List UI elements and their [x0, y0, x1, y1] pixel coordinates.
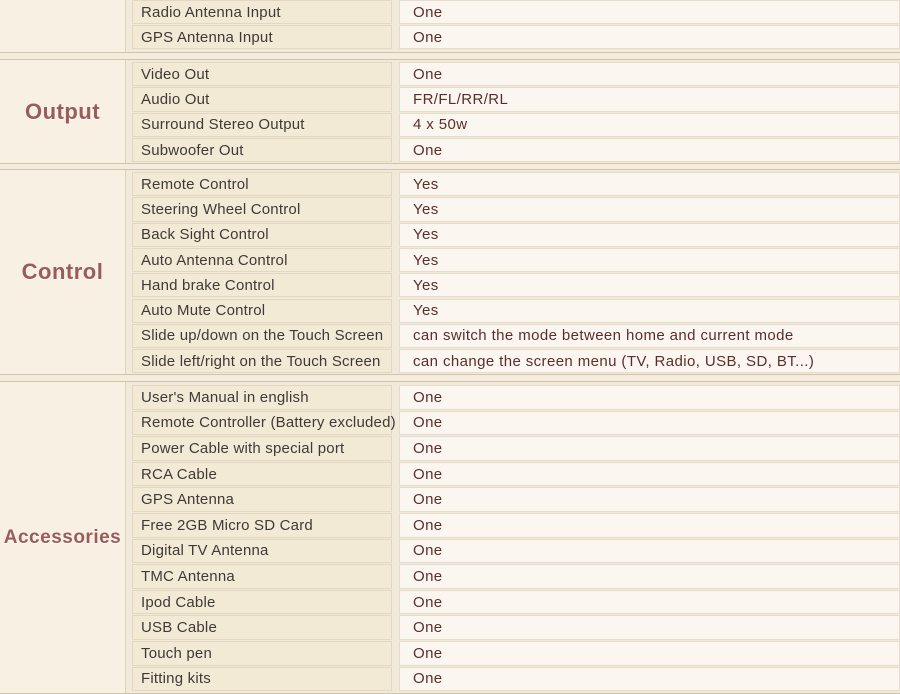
spec-value-cell [399, 299, 900, 323]
spec-value: One [413, 593, 443, 611]
table-row [0, 324, 900, 349]
spec-label-cell [132, 25, 392, 49]
spec-label-cell [132, 667, 392, 692]
spec-label: Hand brake Control [141, 276, 275, 294]
spec-value: 4 x 50w [413, 116, 468, 134]
spec-value: One [413, 141, 443, 159]
spec-value-cell [399, 324, 900, 348]
spec-value: can switch the mode between home and current mode [413, 327, 794, 345]
spec-label-cell [132, 487, 392, 512]
spec-value-cell [399, 487, 900, 512]
spec-value-cell [399, 349, 900, 373]
spec-value: One [413, 516, 443, 534]
spec-label-cell [132, 113, 392, 137]
table-row [0, 248, 900, 273]
spec-value-cell [399, 411, 900, 436]
spec-label-cell [132, 385, 392, 410]
spec-value: FR/FL/RR/RL [413, 90, 509, 108]
spec-value: Yes [413, 276, 439, 294]
table-row [0, 667, 900, 693]
table-row [0, 436, 900, 462]
category-label: Accessories [3, 526, 122, 548]
spec-value-cell [399, 385, 900, 410]
spec-label: Back Sight Control [141, 226, 269, 244]
section-input [0, 0, 900, 53]
table-row [0, 462, 900, 488]
spec-label-cell [132, 62, 392, 86]
table-row [0, 615, 900, 641]
spec-label: Radio Antenna Input [141, 3, 281, 21]
table-row [0, 197, 900, 222]
spec-label: Touch pen [141, 644, 213, 662]
spec-label-cell [132, 641, 392, 666]
spec-label: TMC Antenna [141, 567, 235, 585]
spec-label: Subwoofer Out [141, 141, 244, 159]
spec-value-cell [399, 0, 900, 24]
spec-label-cell [132, 590, 392, 615]
spec-value-cell [399, 25, 900, 49]
table-row [0, 411, 900, 437]
spec-value: Yes [413, 251, 439, 269]
spec-value-cell [399, 513, 900, 538]
spec-label: Digital TV Antenna [141, 542, 269, 560]
spec-label-cell [132, 411, 396, 436]
spec-value: Yes [413, 302, 439, 320]
spec-value-cell [399, 462, 900, 487]
spec-label-cell [132, 513, 392, 538]
spec-value: One [413, 619, 443, 637]
spec-value: One [413, 567, 443, 585]
spec-value-cell [399, 590, 900, 615]
spec-label-cell [132, 299, 392, 323]
spec-label-cell [132, 349, 392, 373]
table-row [0, 513, 900, 539]
spec-label: Surround Stereo Output [141, 116, 305, 134]
spec-value-cell [399, 248, 900, 272]
spec-value-cell [399, 223, 900, 247]
spec-value-cell [399, 113, 900, 137]
spec-label: Auto Antenna Control [141, 251, 288, 269]
spec-value: One [413, 670, 443, 688]
spec-label-cell [132, 539, 392, 564]
spec-value: One [413, 644, 443, 662]
spec-value: Yes [413, 200, 439, 218]
spec-value-cell [399, 62, 900, 86]
spec-label: Slide left/right on the Touch Screen [141, 352, 381, 370]
spec-value-cell [399, 564, 900, 589]
spec-value-cell [399, 539, 900, 564]
spec-value: One [413, 491, 443, 509]
spec-label-cell [132, 138, 392, 162]
table-row [0, 62, 900, 87]
spec-value-cell [399, 138, 900, 162]
spec-value: One [413, 439, 443, 457]
spec-label: User's Manual in english [141, 388, 309, 406]
spec-label: Audio Out [141, 90, 210, 108]
spec-value: Yes [413, 175, 439, 193]
spec-label: Auto Mute Control [141, 302, 266, 320]
spec-value: One [413, 65, 443, 83]
spec-value: One [413, 28, 443, 46]
spec-label-cell [132, 223, 392, 247]
spec-label-cell [132, 462, 392, 487]
spec-label-cell [132, 564, 392, 589]
spec-label-cell [132, 197, 392, 221]
table-row [0, 641, 900, 667]
table-row [0, 172, 900, 197]
table-row [0, 87, 900, 112]
table-row [0, 564, 900, 590]
section-output [0, 59, 900, 164]
spec-value: One [413, 388, 443, 406]
table-row [0, 487, 900, 513]
spec-label: RCA Cable [141, 465, 218, 483]
spec-label-cell [132, 87, 392, 111]
category-label: Output [24, 98, 101, 124]
spec-value: One [413, 3, 443, 21]
spec-label: GPS Antenna [141, 491, 235, 509]
table-row [0, 349, 900, 374]
spec-label: Steering Wheel Control [141, 200, 301, 218]
spec-label: Power Cable with special port [141, 439, 345, 457]
spec-value: Yes [413, 226, 439, 244]
spec-label: Video Out [141, 65, 210, 83]
spec-value: One [413, 542, 443, 560]
spec-label-cell [132, 0, 392, 24]
spec-label-cell [132, 273, 392, 297]
table-row [0, 113, 900, 138]
spec-label-cell [132, 172, 392, 196]
spec-label: GPS Antenna Input [141, 28, 273, 46]
table-row [0, 385, 900, 411]
spec-label: Remote Control [141, 175, 249, 193]
spec-label-cell [132, 436, 392, 461]
spec-value-cell [399, 436, 900, 461]
spec-value-cell [399, 641, 900, 666]
spec-value-cell [399, 667, 900, 692]
spec-label: Remote Controller (Battery excluded) [141, 414, 396, 432]
spec-value-cell [399, 197, 900, 221]
spec-label: Free 2GB Micro SD Card [141, 516, 313, 534]
section-accessories [0, 381, 900, 694]
spec-label-cell [132, 248, 392, 272]
spec-label: Fitting kits [141, 670, 211, 688]
spec-value-cell [399, 172, 900, 196]
spec-label: USB Cable [141, 619, 218, 637]
spec-value: can change the screen menu (TV, Radio, USB, SD, BT...) [413, 352, 815, 370]
table-row [0, 0, 900, 25]
table-row [0, 539, 900, 565]
spec-value: One [413, 465, 443, 483]
table-row [0, 25, 900, 50]
table-row [0, 299, 900, 324]
table-row [0, 590, 900, 616]
table-row [0, 223, 900, 248]
spec-value-cell [399, 87, 900, 111]
spec-label-cell [132, 324, 392, 348]
section-control [0, 169, 900, 375]
spec-value-cell [399, 615, 900, 640]
category-label: Control [21, 259, 104, 284]
spec-label-cell [132, 615, 392, 640]
spec-label: Slide up/down on the Touch Screen [141, 327, 384, 345]
spec-value-cell [399, 273, 900, 297]
spec-label: Ipod Cable [141, 593, 216, 611]
table-row [0, 138, 900, 163]
spec-value: One [413, 414, 443, 432]
table-row [0, 273, 900, 298]
